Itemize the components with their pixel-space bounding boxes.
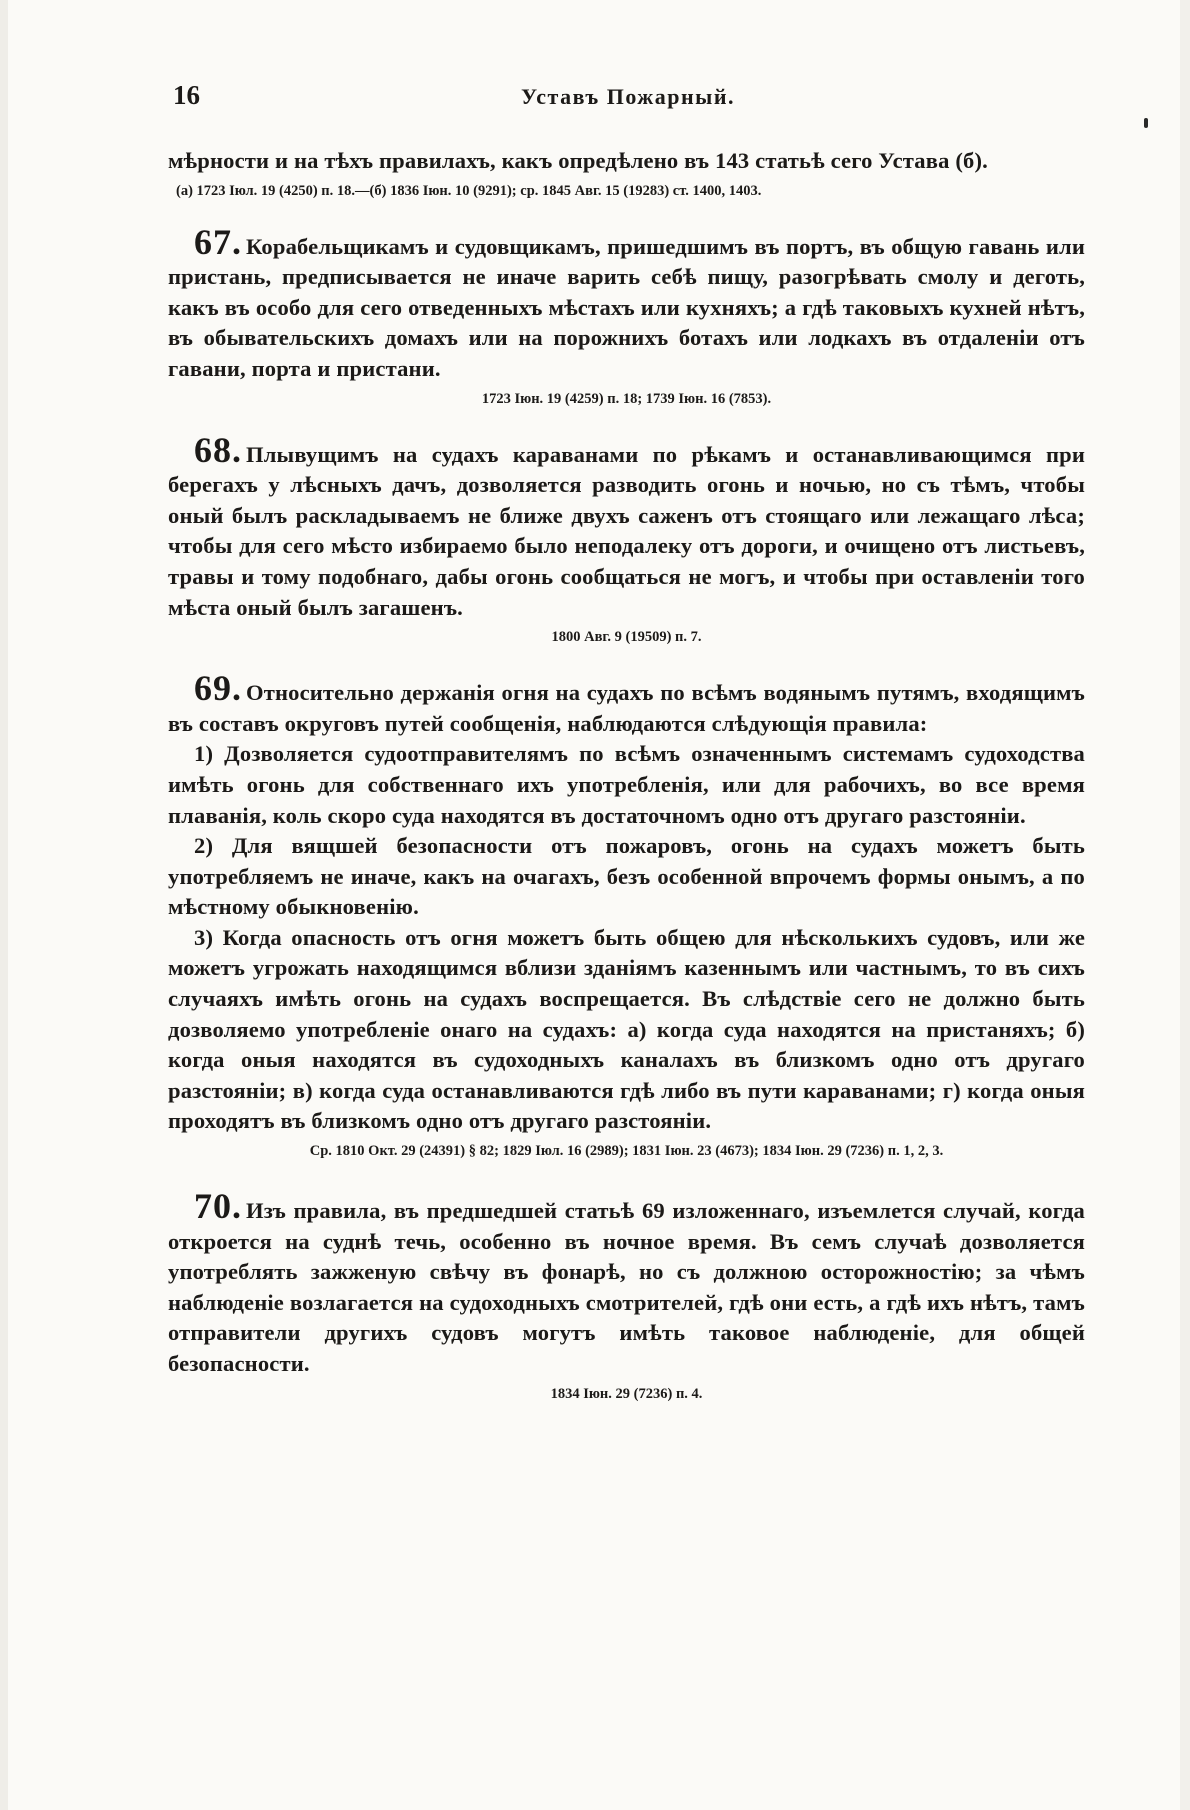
article-number: 69. xyxy=(194,668,242,709)
running-title: Уставъ Пожарный. xyxy=(520,84,736,109)
scan-edge-left xyxy=(0,0,8,1810)
intro-text: мѣрности и на тѣхъ правилахъ, какъ опредѣлено въ 143 статьѣ сего Устава (б). xyxy=(168,148,988,173)
article-source-citation: Ср. 1810 Окт. 29 (24391) § 82; 1829 Іюл. 16 (2989); 1831 Іюн. 23 (4673); 1834 Іюн. 29 (7236) п. 1, 2, 3. xyxy=(309,1143,944,1160)
article-number: 67. xyxy=(194,221,242,262)
article-number: 68. xyxy=(194,429,242,470)
page-body xyxy=(168,146,1085,1404)
article-67 xyxy=(168,221,1085,409)
intro-source-citation: (а) 1723 Іюл. 19 (4250) п. 18.—(б) 1836 Іюн. 10 (9291); ср. 1845 Авг. 15 (19283) ст. 1400, 1403. xyxy=(176,182,762,199)
article-text: Корабельщикамъ и судовщикамъ, пришедшимъ въ портъ, въ общую гавань или пристань, предписывается не иначе варить себѣ пищу, разогрѣвать смолу и деготь, какъ въ особо для сего отведенныхъ мѣстахъ или кухняхъ; а гдѣ таковыхъ кухней нѣтъ, въ обывательскихъ домахъ или на порожнихъ ботахъ или лодкахъ въ отдаленіи отъ гавани, порта и пристани. xyxy=(168,233,1085,381)
article-item: 3) Когда опасность отъ огня можетъ быть общею для нѣсколькихъ судовъ, или же можетъ угрожать находящимся вблизи зданіямъ казеннымъ или частнымъ, то въ сихъ случаяхъ имѣть огонь на судахъ воспрещается. Въ слѣдствіе сего не должно быть дозволяемо употребленіе онаго на судахъ: а) когда суда находятся на пристаняхъ; б) когда оныя находятся въ судоходныхъ каналахъ въ близкомъ одно отъ другаго разстояніи; в) когда суда останавливаются гдѣ либо въ пути караванами; г) когда оныя проходятъ въ близкомъ одно отъ другаго разстояніи. xyxy=(168,924,1085,1134)
article-text: Плывущимъ на судахъ караванами по рѣкамъ и останавливающимся при берегахъ у лѣсныхъ дачъ, дозволяется разводить огонь и ночью, но съ тѣмъ, чтобы оный былъ раскладываемъ не ближе двухъ саженъ отъ стоящаго или лежащаго лѣса; чтобы для сего мѣсто избираемо было неподалеку отъ дороги, и очищено отъ листьевъ, травы и тому подобнаго, дабы огонь сообщаться не могъ, и чтобы при оставленіи того мѣста оный былъ загашенъ. xyxy=(168,441,1085,620)
scan-speck xyxy=(1144,118,1148,128)
article-68 xyxy=(168,429,1085,648)
article-item: 2) Для вящшей безопасности отъ пожаровъ, огонь на судахъ можетъ быть употребляемъ не иначе, какъ на очагахъ, безъ особенной впрочемъ формы онымъ, а по мѣстному обыкновенію. xyxy=(168,833,1085,920)
article-source-citation: 1723 Іюн. 19 (4259) п. 18; 1739 Іюн. 16 (7853). xyxy=(481,390,772,407)
article-item: 1) Дозволяется судоотправителямъ по всѣмъ означеннымъ системамъ судоходства имѣть огонь для собственнаго ихъ употребленія, или для рабочихъ, во все время плаванія, коль скоро суда находятся въ достаточномъ одно отъ другаго разстояніи. xyxy=(168,741,1085,828)
article-69 xyxy=(168,668,1085,1161)
page-number: 16 xyxy=(173,80,200,110)
article-number: 70. xyxy=(194,1186,242,1227)
page-header xyxy=(173,80,1083,120)
scan-edge-right xyxy=(1180,0,1190,1810)
article-text: Изъ правила, въ предшедшей статьѣ 69 изложеннаго, изъемлется случай, когда откроется на суднѣ течь, особенно въ ночное время. Въ семъ случаѣ дозволяется употреблять зажженую свѣчу въ фонарѣ, но съ должною осторожностію; за чѣмъ наблюденіе возлагается на судоходныхъ смотрителей, гдѣ они есть, а гдѣ ихъ нѣтъ, тамъ отправители другихъ судовъ могутъ имѣть таковое наблюденіе, для общей безопасности. xyxy=(168,1198,1085,1376)
article-source-citation: 1834 Іюн. 29 (7236) п. 4. xyxy=(550,1385,703,1402)
article-70 xyxy=(168,1186,1085,1404)
article-text: Относительно держанія огня на судахъ по всѣмъ водянымъ путямъ, входящимъ въ составъ округовъ путей сообщенія, наблюдаются слѣдующія правила: xyxy=(168,680,1085,736)
article-source-citation: 1800 Авг. 9 (19509) п. 7. xyxy=(551,629,702,646)
